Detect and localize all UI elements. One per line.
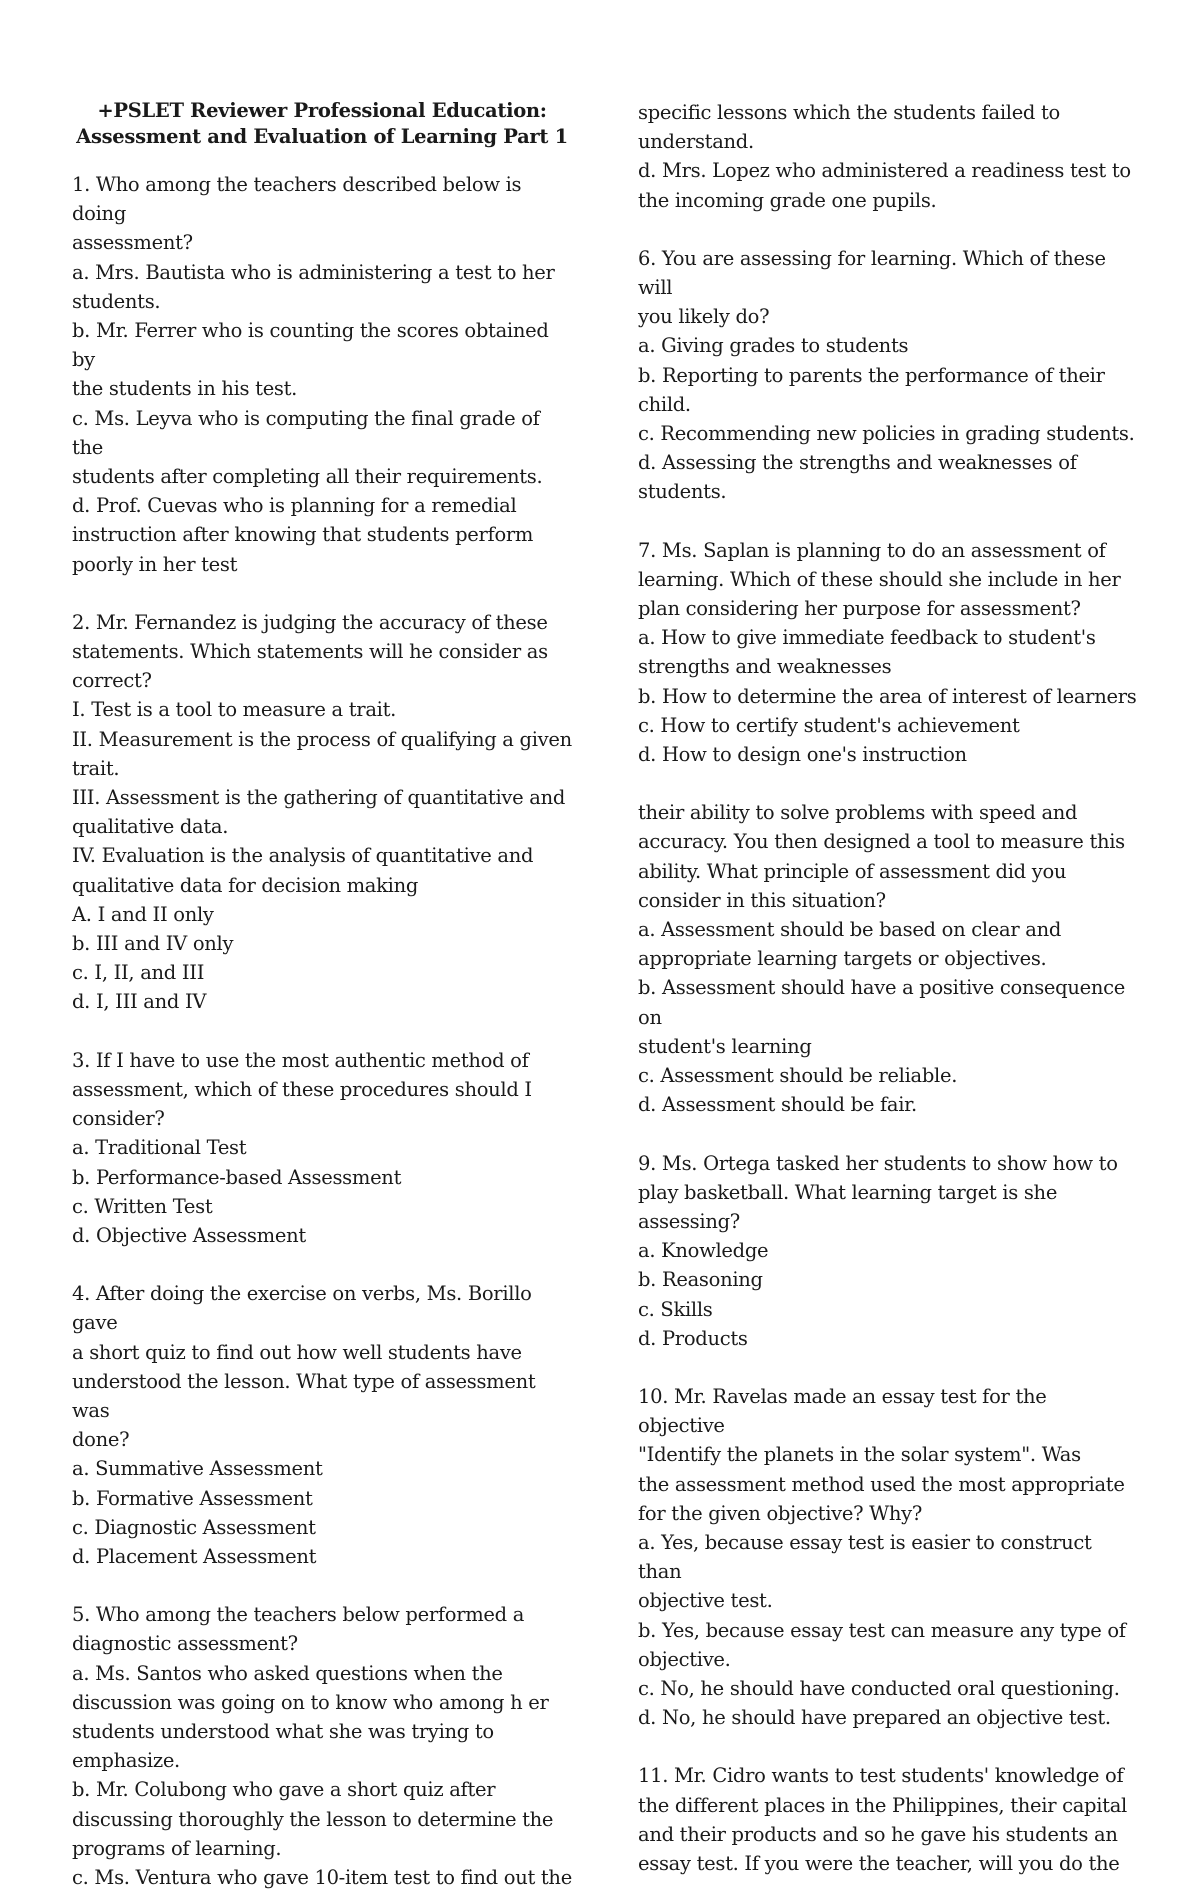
- text-line: discussion was going on to know who among h er: [72, 1690, 549, 1714]
- text-line: b. Formative Assessment: [72, 1486, 313, 1510]
- text-line: b. Mr. Colubong who gave a short quiz after: [72, 1778, 496, 1802]
- paragraph-gap: [72, 1250, 572, 1279]
- text-line: child.: [638, 392, 691, 416]
- paragraph-gap: [638, 1732, 1138, 1761]
- text-line: understand.: [638, 130, 754, 154]
- paragraph-gap: [638, 215, 1138, 244]
- text-line: 1. Who among the teachers described below is doing: [72, 173, 522, 226]
- text-line: 9. Ms. Ortega tasked her students to show how to: [638, 1151, 1118, 1175]
- text-line: a. Mrs. Bautista who is administering a test to her: [72, 260, 555, 284]
- text-line: d. Mrs. Lopez who administered a readiness test to: [638, 159, 1131, 183]
- text-line: d. Prof. Cuevas who is planning for a remedial: [72, 494, 517, 518]
- text-line: statements. Which statements will he consider as: [72, 640, 548, 664]
- text-line: discussing thoroughly the lesson to determine the: [72, 1807, 554, 1831]
- text-line: 7. Ms. Saplan is planning to do an assessment of: [638, 538, 1106, 562]
- text-line: and their products and so he gave his students an: [638, 1822, 1118, 1846]
- text-line: assessing?: [638, 1209, 740, 1233]
- text-line: I. Test is a tool to measure a trait.: [72, 698, 397, 722]
- text-line: done?: [72, 1428, 130, 1452]
- paragraph-gap: [72, 1017, 572, 1046]
- text-line: qualitative data.: [72, 815, 229, 839]
- text-line: 11. Mr. Cidro wants to test students' knowledge of: [638, 1764, 1124, 1788]
- text-line: you likely do?: [638, 305, 770, 329]
- text-line: d. Assessing the strengths and weaknesses of: [638, 451, 1077, 475]
- text-line: programs of learning.: [72, 1836, 282, 1860]
- text-line: 2. Mr. Fernandez is judging the accuracy of these: [72, 610, 548, 634]
- text-line: for the given objective? Why?: [638, 1501, 923, 1525]
- text-line: poorly in her test: [72, 552, 238, 576]
- text-line: d. I, III and IV: [72, 990, 207, 1014]
- text-line: play basketball. What learning target is she: [638, 1180, 1058, 1204]
- text-line: appropriate learning targets or objectives.: [638, 947, 1047, 971]
- text-line: their ability to solve problems with speed and: [638, 801, 1078, 825]
- text-line: the different places in the Philippines, their capital: [638, 1793, 1127, 1817]
- text-line: students after completing all their requirements.: [72, 465, 543, 489]
- text-line: assessment?: [72, 231, 193, 255]
- text-line: strengths and weaknesses: [638, 655, 892, 679]
- text-line: plan considering her purpose for assessment?: [638, 597, 1081, 621]
- text-line: a. Giving grades to students: [638, 334, 909, 358]
- text-line: 5. Who among the teachers below performed a: [72, 1603, 525, 1627]
- text-line: A. I and II only: [72, 902, 214, 926]
- text-line: b. Reasoning: [638, 1268, 763, 1292]
- text-line: b. Reporting to parents the performance of their: [638, 363, 1105, 387]
- text-line: objective.: [638, 1647, 731, 1671]
- text-line: learning. Which of these should she include in her: [638, 567, 1121, 591]
- text-line: a. Knowledge: [638, 1239, 769, 1263]
- left-column: [72, 98, 572, 1892]
- paragraph-gap: [72, 1571, 572, 1600]
- text-line: students understood what she was trying to: [72, 1719, 494, 1743]
- text-line: consider?: [72, 1107, 165, 1131]
- paragraph-gap: [72, 579, 572, 608]
- text-line: d. How to design one's instruction: [638, 743, 967, 767]
- text-line: the incoming grade one pupils.: [638, 188, 937, 212]
- text-line: b. Performance-based Assessment: [72, 1165, 402, 1189]
- text-line: II. Measurement is the process of qualifying a given: [72, 727, 572, 751]
- text-line: d. Assessment should be fair.: [638, 1093, 917, 1117]
- text-line: student's learning: [638, 1034, 812, 1058]
- text-line: a. Traditional Test: [72, 1136, 247, 1160]
- text-line: qualitative data for decision making: [72, 873, 419, 897]
- text-line: c. Recommending new policies in grading students.: [638, 422, 1135, 446]
- text-line: "Identify the planets in the solar system". Was: [638, 1443, 1081, 1467]
- text-line: c. Ms. Ventura who gave 10-item test to find out the: [72, 1865, 572, 1889]
- text-line: a. Ms. Santos who asked questions when the: [72, 1661, 503, 1685]
- paragraph-gap: [638, 769, 1138, 798]
- text-line: 10. Mr. Ravelas made an essay test for the objective: [638, 1384, 1047, 1438]
- paragraph-gap: [638, 507, 1138, 536]
- text-line: b. How to determine the area of interest of learners: [638, 684, 1137, 708]
- text-line: consider in this situation?: [638, 888, 886, 912]
- text-line: c. No, he should have conducted oral questioning.: [638, 1676, 1120, 1700]
- text-line: d. No, he should have prepared an objective test.: [638, 1706, 1111, 1730]
- text-line: c. Diagnostic Assessment: [72, 1515, 316, 1539]
- text-line: instruction after knowing that students perform: [72, 523, 534, 547]
- text-line: c. I, II, and III: [72, 961, 205, 985]
- text-line: c. Written Test: [72, 1194, 213, 1218]
- text-line: d. Placement Assessment: [72, 1544, 317, 1568]
- text-line: ability. What principle of assessment did you: [638, 859, 1067, 883]
- text-line: c. Assessment should be reliable.: [638, 1064, 958, 1088]
- text-line: diagnostic assessment?: [72, 1632, 298, 1656]
- right-column: [638, 98, 1138, 1878]
- title-line-1: +PSLET Reviewer Professional Education:: [97, 99, 547, 122]
- text-line: III. Assessment is the gathering of quantitative and: [72, 786, 566, 810]
- text-line: a. Summative Assessment: [72, 1457, 323, 1481]
- text-line: specific lessons which the students failed to: [638, 101, 1060, 124]
- text-line: d. Objective Assessment: [72, 1223, 306, 1247]
- text-line: correct?: [72, 669, 152, 693]
- text-line: 3. If I have to use the most authentic method of: [72, 1048, 529, 1072]
- text-line: the assessment method used the most appropriate: [638, 1472, 1125, 1496]
- text-line: b. Assessment should have a positive consequence on: [638, 976, 1125, 1029]
- text-line: assessment, which of these procedures should I: [72, 1077, 532, 1101]
- text-line: d. Products: [638, 1326, 748, 1350]
- text-line: c. Ms. Leyva who is computing the final grade of the: [72, 406, 540, 459]
- text-line: c. Skills: [638, 1297, 713, 1321]
- text-line: emphasize.: [72, 1749, 180, 1773]
- text-line: b. Mr. Ferrer who is counting the scores obtained by: [72, 319, 549, 372]
- text-line: trait.: [72, 756, 120, 780]
- text-line: objective test.: [638, 1589, 773, 1613]
- text-line: students.: [638, 480, 727, 504]
- text-line: students.: [72, 289, 161, 313]
- text-line: a short quiz to find out how well students have: [72, 1340, 522, 1364]
- text-line: 4. After doing the exercise on verbs, Ms. Borillo gave: [72, 1282, 532, 1335]
- text-line: b. Yes, because essay test can measure any type of: [638, 1618, 1126, 1642]
- text-line: b. III and IV only: [72, 932, 234, 956]
- title-line-2: Assessment and Evaluation of Learning Part 1: [76, 125, 568, 148]
- text-line: understood the lesson. What type of assessment was: [72, 1369, 536, 1422]
- left-column-text: [72, 170, 572, 1892]
- text-line: a. How to give immediate feedback to student's: [638, 626, 1096, 650]
- right-column-text: [638, 98, 1138, 1878]
- text-line: accuracy. You then designed a tool to measure this: [638, 830, 1125, 854]
- text-line: c. How to certify student's achievement: [638, 713, 1020, 737]
- text-line: a. Yes, because essay test is easier to construct than: [638, 1530, 1092, 1584]
- text-line: IV. Evaluation is the analysis of quantitative and: [72, 844, 534, 868]
- document-title: [72, 98, 572, 150]
- paragraph-gap: [638, 1120, 1138, 1149]
- text-line: the students in his test.: [72, 377, 298, 401]
- text-line: essay test. If you were the teacher, will you do the: [638, 1851, 1120, 1875]
- text-line: 6. You are assessing for learning. Which of these will: [638, 246, 1106, 300]
- text-line: a. Assessment should be based on clear and: [638, 918, 1062, 942]
- paragraph-gap: [638, 1353, 1138, 1382]
